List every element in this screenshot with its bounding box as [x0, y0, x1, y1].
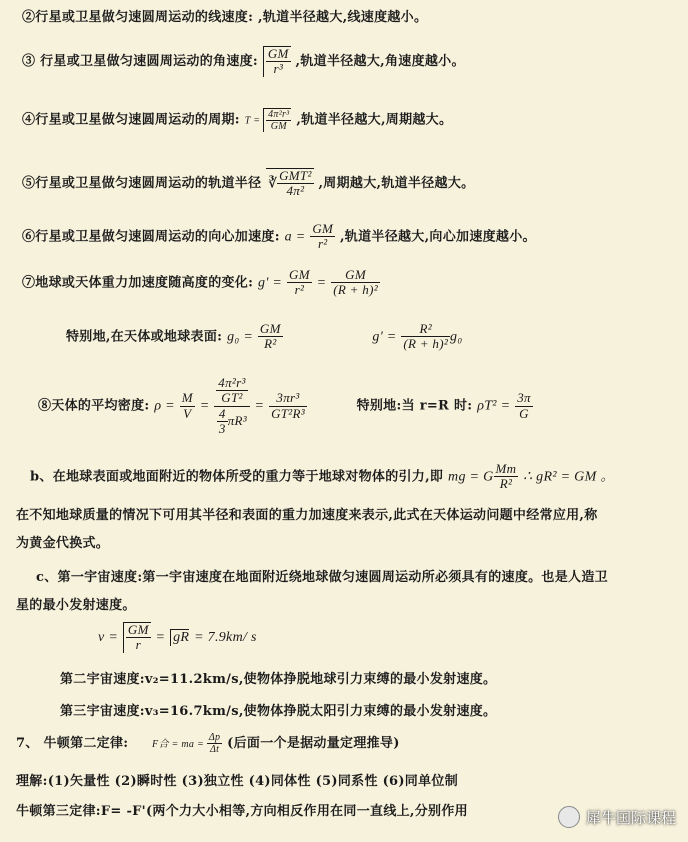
line-period: ④行星或卫星做匀速圆周运动的周期: T = $\frac{\text{4π²r³}}{GM}$ ,轨道半径越大,周期越大。 — [22, 109, 453, 132]
line-b3: 为黄金代换式。 — [16, 536, 110, 551]
text: ③ 行星或卫星做匀速圆周运动的角速度: — [22, 53, 259, 69]
text: ⑤行星或卫星做匀速圆周运动的轨道半径 — [22, 175, 262, 191]
text: ,周期越大,轨道半径越大。 — [318, 175, 475, 191]
formula: $\frac{GM}{\text{r³}}$ — [263, 46, 291, 77]
text: ⑧天体的平均密度: — [38, 398, 150, 414]
line-v2: 第二宇宙速度:v₂=11.2km/s,使物体挣脱地球引力束缚的最小发射速度。 — [60, 672, 497, 687]
line-centripetal: ⑥行星或卫星做匀速圆周运动的向心加速度: a = $\frac{GM}{\text{r²}}$ ,轨道半径越大,向心加速度越小。 — [22, 221, 536, 252]
line-gravity-height: ⑦地球或天体重力加速度随高度的变化: g' = $\frac{GM}{\text{r²}}$ = $\frac{GM}{\text{(R + h)²}}$ — [22, 267, 378, 298]
line-c2: 星的最小发射速度。 — [16, 598, 136, 613]
line-surface: 特别地,在天体或地球表面: g₀ = $\frac{GM}{\text{R²}}$ g' = $\frac{\text{R²}}{\text{(R + h)²}}$ g₀ — [66, 321, 463, 352]
line-angular-velocity — [22, 46, 465, 77]
line-understanding: 理解:(1)矢量性 (2)瞬时性 (3)独立性 (4)同体性 (5)同系性 (6)同单位制 — [16, 774, 459, 789]
line-b2: 在不知地球质量的情况下可用其半径和表面的重力加速度来表示,此式在天体运动问题中经常应用,称 — [16, 508, 598, 523]
line-v3: 第三宇宙速度:v₃=16.7km/s,使物体挣脱太阳引力束缚的最小发射速度。 — [60, 704, 497, 719]
line-b: b、在地球表面或地面附近的物体所受的重力等于地球对物体的引力,即 mg = G $\frac{Mm}{\text{R²}}$ ∴ gR² = GM 。 — [30, 461, 615, 492]
text: ,轨道半径越大,周期越大。 — [296, 112, 453, 128]
watermark-text: 犀牛国际课程 — [585, 808, 676, 827]
line-v1-formula: v = $\frac{GM}{r}$ = gR = 7.9km/ s — [98, 622, 257, 653]
line-newton3: 牛顿第三定律:F= -F'(两个力大小相等,方向相反作用在同一直线上,分别作用 — [16, 804, 468, 819]
text: (后面一个是据动量定理推导) — [227, 736, 400, 751]
text: 7、 牛顿第二定律: — [16, 736, 129, 751]
text: ④行星或卫星做匀速圆周运动的周期: — [22, 112, 240, 128]
formula: T = — [244, 115, 264, 127]
wechat-icon — [558, 806, 580, 828]
line-orbit-radius — [22, 168, 474, 199]
text: ⑦地球或天体重力加速度随高度的变化: — [22, 275, 254, 291]
line-c: c、第一宇宙速度:第一宇宙速度在地面附近绕地球做匀速圆周运动所必须具有的速度。也是人造卫 — [36, 570, 608, 585]
watermark — [558, 806, 676, 828]
text: 特别地:当 r=R 时: — [356, 398, 473, 414]
formula: ∛ $\frac{\text{GMT²}}{\text{4π²}}$ — [268, 168, 312, 199]
line-density: ⑧天体的平均密度: ρ = $\frac{M}{V}$ = $\frac{\text{4π²r³}}{\text{GT²}}$ $\frac{4}{3}$ πR³ = $\frac{\text{3πr³}}{\text{GT²R³}}$ 特别地:当 r=R 时: ρT² = $\frac{3\pi}{G}$ — [38, 375, 531, 436]
line-newton2: 7、 牛顿第二定律: F合 = ma = $\frac{\Delta p}{\Delta t}$ (后面一个是据动量定理推导) — [16, 732, 400, 755]
text: ,轨道半径越大,向心加速度越小。 — [339, 229, 536, 245]
text: ,轨道半径越大,角速度越小。 — [295, 53, 465, 69]
text: 特别地,在天体或地球表面: — [66, 329, 223, 345]
line-linear-velocity: ②行星或卫星做匀速圆周运动的线速度: ,轨道半径越大,线速度越小。 — [22, 10, 428, 25]
text: ⑥行星或卫星做匀速圆周运动的向心加速度: — [22, 229, 280, 245]
text: b、在地球表面或地面附近的物体所受的重力等于地球对物体的引力,即 — [30, 469, 444, 485]
